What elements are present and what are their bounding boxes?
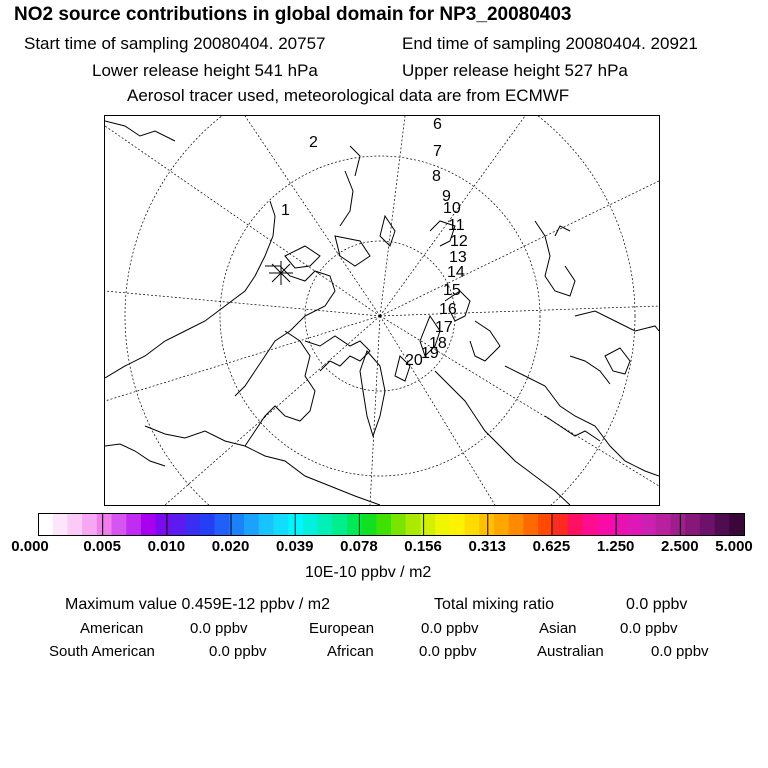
colorbar-tick-label: 5.000: [715, 538, 753, 555]
colorbar-swatch: [273, 514, 288, 536]
colorbar-swatch: [450, 514, 465, 536]
colorbar-swatch: [126, 514, 141, 536]
colorbar-swatch: [156, 514, 171, 536]
trajectory-label: 18: [429, 335, 447, 352]
lower-height-text: Lower release height 541 hPa: [92, 61, 318, 80]
trajectory-label: 20: [405, 352, 423, 369]
colorbar-swatch: [568, 514, 583, 536]
max-value-text: Maximum value 0.459E-12 ppbv / m2: [65, 596, 331, 613]
trajectory-label: 7: [433, 143, 442, 160]
trajectory-label: 2: [309, 134, 318, 151]
colorbar-tick-label: 0.625: [532, 538, 571, 555]
trajectory-label: 16: [439, 301, 457, 318]
colorbar-swatch: [53, 514, 68, 536]
trajectory-label: 9: [442, 188, 451, 205]
coastlines: [105, 121, 659, 505]
trajectory-label: 1: [281, 202, 290, 219]
colorbar-units: 10E-10 ppbv / m2: [305, 564, 432, 581]
colorbar-swatch: [112, 514, 127, 536]
colorbar-swatch: [479, 514, 494, 536]
region-value-australian: 0.0 ppbv: [651, 643, 709, 660]
colorbar-swatch: [244, 514, 259, 536]
colorbar-tick-label: 0.313: [468, 538, 507, 555]
trajectory-label: 8: [432, 168, 441, 185]
region-value-south-american: 0.0 ppbv: [209, 643, 267, 660]
colorbar-swatch: [641, 514, 656, 536]
colorbar-swatch: [391, 514, 406, 536]
tracer-note-text: Aerosol tracer used, meteorological data are from ECMWF: [127, 86, 570, 105]
colorbar-tick-label: 0.078: [340, 538, 378, 555]
polar-map: [104, 115, 660, 506]
colorbar-swatch: [317, 514, 332, 536]
colorbar-swatch: [553, 514, 568, 536]
colorbar-swatch: [494, 514, 509, 536]
region-value-asian: 0.0 ppbv: [620, 620, 678, 637]
colorbar-swatch: [509, 514, 524, 536]
trajectory-label: 13: [449, 249, 467, 266]
region-value-european: 0.0 ppbv: [421, 620, 479, 637]
plot-title: NO2 source contributions in global domain for NP3_20080403: [14, 4, 572, 25]
colorbar-tick-label: 0.010: [147, 538, 186, 555]
colorbar-tick-label: 1.250: [596, 538, 635, 555]
trajectory-label: 11: [448, 217, 465, 234]
colorbar-swatch: [185, 514, 200, 536]
colorbar-swatch: [200, 514, 215, 536]
region-label-south-american: South American: [49, 643, 155, 660]
colorbar-swatch: [612, 514, 627, 536]
end-time-text: End time of sampling 20080404. 20921: [402, 34, 698, 53]
colorbar-swatch: [332, 514, 347, 536]
colorbar-tick-label: 0.156: [404, 538, 442, 555]
colorbar-swatch: [362, 514, 377, 536]
trajectory-label: 17: [435, 319, 453, 336]
upper-height-text: Upper release height 527 hPa: [402, 61, 628, 80]
colorbar-swatch: [670, 514, 685, 536]
colorbar-swatch: [582, 514, 597, 536]
meridian-lines: [105, 116, 659, 505]
colorbar-tick-label: 0.000: [11, 538, 49, 555]
colorbar-swatch: [656, 514, 671, 536]
trajectory-label: 14: [447, 264, 465, 281]
colorbar-swatch: [420, 514, 435, 536]
region-value-american: 0.0 ppbv: [190, 620, 248, 637]
asterisk-marker: [269, 261, 293, 285]
colorbar-tick-label: 2.500: [661, 538, 699, 555]
colorbar-swatch: [538, 514, 553, 536]
colorbar-swatch: [82, 514, 97, 536]
colorbar: [38, 513, 745, 536]
colorbar-swatch: [215, 514, 230, 536]
map-canvas: [105, 116, 659, 505]
total-mixing-label: Total mixing ratio: [434, 596, 555, 613]
colorbar-swatch: [97, 514, 112, 536]
trajectory-label: 19: [421, 345, 439, 362]
region-label-european: European: [309, 620, 375, 637]
colorbar-swatch: [685, 514, 700, 536]
colorbar-swatch: [465, 514, 480, 536]
colorbar-swatch: [376, 514, 391, 536]
colorbar-swatch: [170, 514, 185, 536]
trajectory-label: 10: [443, 200, 461, 217]
trajectory-label: 12: [450, 233, 468, 250]
colorbar-swatch: [303, 514, 318, 536]
region-label-african: African: [327, 643, 374, 660]
colorbar-swatch: [523, 514, 538, 536]
colorbar-swatch: [406, 514, 421, 536]
colorbar-swatch: [259, 514, 274, 536]
region-label-american: American: [80, 620, 144, 637]
colorbar-swatch: [715, 514, 730, 536]
total-mixing-value: 0.0 ppbv: [626, 596, 688, 613]
trajectory-label: 6: [433, 116, 442, 133]
start-time-text: Start time of sampling 20080404. 20757: [24, 34, 326, 53]
latitude-circles: [125, 116, 635, 505]
colorbar-swatch: [38, 514, 53, 536]
colorbar-swatch: [700, 514, 715, 536]
colorbar-swatch: [141, 514, 156, 536]
colorbar-tick-label: 0.039: [275, 538, 314, 555]
region-label-australian: Australian: [537, 643, 604, 660]
colorbar-swatch: [67, 514, 82, 536]
colorbar-swatch: [597, 514, 612, 536]
trajectory-label: 15: [443, 282, 461, 299]
region-value-african: 0.0 ppbv: [419, 643, 477, 660]
colorbar-swatch: [729, 514, 744, 536]
colorbar-tick-label: 0.020: [211, 538, 250, 555]
colorbar-swatch: [435, 514, 450, 536]
colorbar-swatch: [626, 514, 641, 536]
region-label-asian: Asian: [539, 620, 577, 637]
colorbar-tick-label: 0.005: [83, 538, 121, 555]
